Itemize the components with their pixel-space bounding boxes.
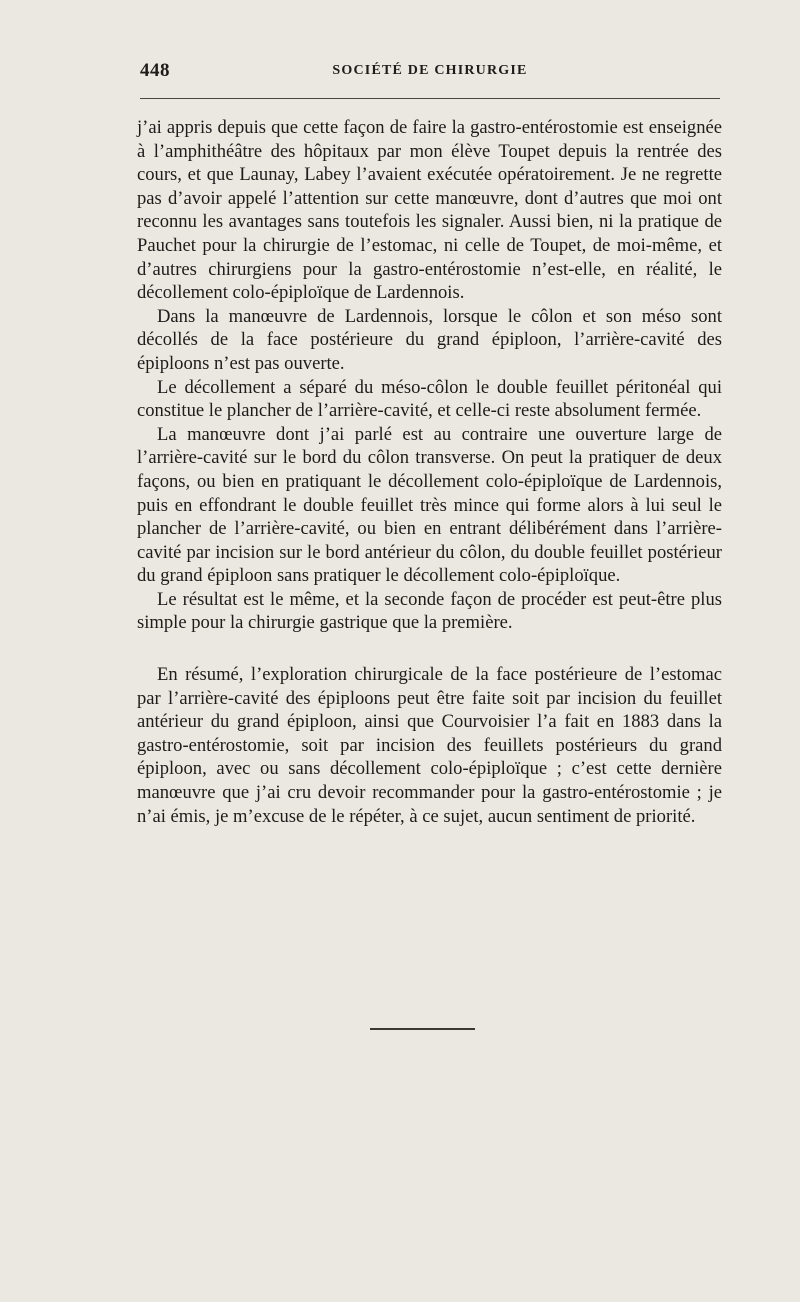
header-rule (140, 98, 720, 99)
page-number: 448 (140, 60, 170, 81)
paragraph-3: Le décollement a séparé du méso-côlon le double feuillet péritonéal qui constitue le plancher de l’arrière-cavité, et celle-ci reste absolument fermée. (137, 376, 722, 422)
body-text (137, 116, 722, 828)
paragraph-2: Dans la manœuvre de Lardennois, lorsque le côlon et son méso sont décollés de la face postérieure du grand épiploon, l’arrière-cavité des épiploons n’est pas ouverte. (137, 305, 722, 374)
end-rule (370, 1028, 475, 1030)
paragraph-4: La manœuvre dont j’ai parlé est au contraire une ouverture large de l’arrière-cavité sur le bord du côlon transverse. On peut la pratiquer de deux façons, ou bien en pratiquant le décollement colo-épiploïque de Lardennois, puis en effondrant le double feuillet très mince qui forme alors à lui seul le plancher de l’arrière-cavité, ou bien en entrant délibérément dans l’arrière-cavité par incision sur le bord antérieur du côlon, du double feuillet postérieur du grand épiploon sans pratiquer le décollement colo-épiploïque. (137, 423, 722, 587)
paragraph-5: Le résultat est le même, et la seconde façon de procéder est peut-être plus simple pour la chirurgie gastrique que la première. (137, 588, 722, 634)
paragraph-6: En résumé, l’exploration chirurgicale de la face postérieure de l’estomac par l’arrière-cavité des épiploons peut être faite soit par incision du feuillet antérieur du grand épiploon, ainsi que Courvoisier l’a fait en 1883 dans la gastro-entérostomie, soit par incision des feuillets postérieurs du grand épiploon, avec ou sans décollement colo-épiploïque ; c’est cette dernière manœuvre que j’ai cru devoir recommander pour la gastro-entérostomie ; je n’ai émis, je m’excuse de le répéter, à ce sujet, aucun sentiment de priorité. (137, 664, 722, 827)
running-title: SOCIÉTÉ DE CHIRURGIE (332, 63, 528, 78)
page-header (140, 60, 720, 84)
paragraph-1: j’ai appris depuis que cette façon de faire la gastro-entérostomie est enseignée à l’amphithéâtre des hôpitaux par mon élève Toupet depuis la rentrée des cours, et que Launay, Labey l’avaient exécutée opératoirement. Je ne regrette pas d’avoir appelé l’attention sur cette manœuvre, dont d’autres que moi ont reconnu les avantages sans toutefois les signaler. Aussi bien, ni la pratique de Pauchet pour la chirurgie de l’estomac, ni celle de Toupet, de moi-même, et d’autres chirurgiens pour la gastro-entérostomie n’est-elle, en réalité, le décollement colo-épiploïque de Lardennois. (137, 117, 722, 304)
